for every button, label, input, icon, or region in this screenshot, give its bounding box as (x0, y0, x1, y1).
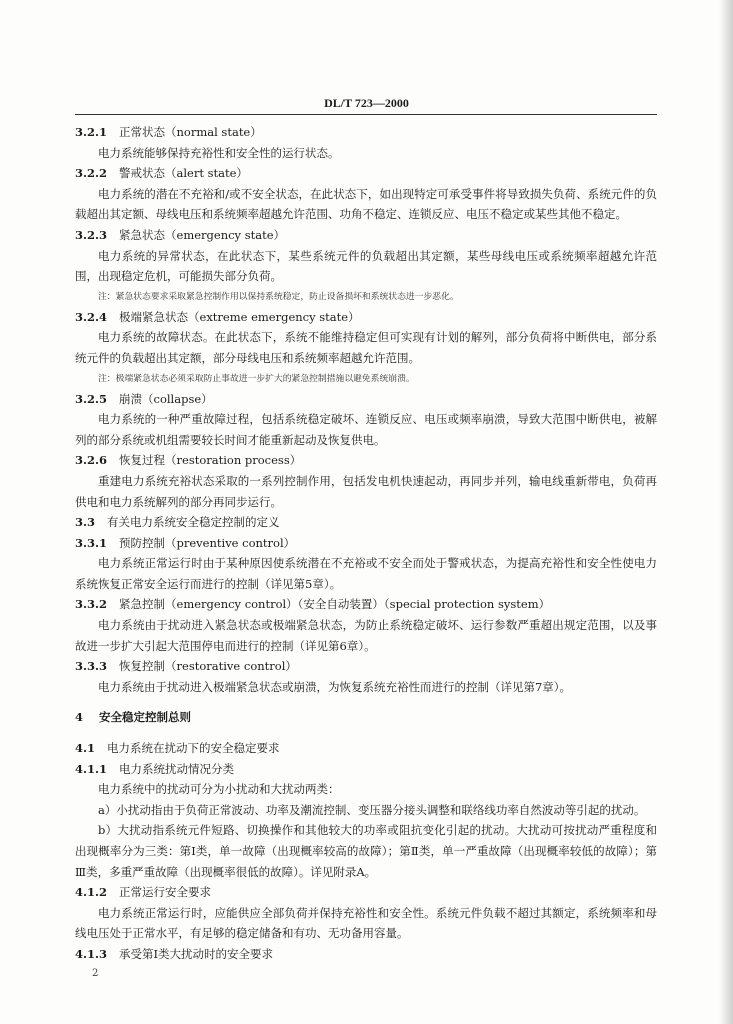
clause-number: 3.2.1 (75, 125, 108, 139)
clause-title: 电力系统在扰动下的安全稳定要求 (107, 741, 280, 756)
clause-heading (75, 225, 657, 246)
clause-heading (75, 944, 657, 965)
clause-title: 紧急状态（emergency state） (119, 227, 286, 242)
clause-number: 4.1.2 (75, 885, 108, 900)
clause-note: 注：紧急状态要求采取紧急控制作用以保持系统稳定，防止设备损坏和系统状态进一步恶化。 (98, 291, 459, 302)
section-gap (75, 697, 657, 707)
clause-paragraph: 电力系统的潜在不充裕和/或不安全状态，在此状态下，如出现特定可承受事件将导致损失负荷、系统元件的负载超出其定额、母线电压和系统频率超越允许范围、功角不稳定、连锁反应、电压不稳定或某些其他不稳定。 (75, 186, 657, 222)
clause-heading (75, 707, 657, 728)
clause-title: 电力系统扰动情况分类 (119, 761, 235, 776)
clause-title: 崩溃（collapse） (119, 391, 213, 406)
clause-number: 3.2.4 (75, 309, 108, 324)
clause-heading (75, 656, 657, 677)
clause-number: 3.2.5 (75, 391, 108, 406)
clause-note: 注：极端紧急状态必须采取防止事故进一步扩大的紧急控制措施以避免系统崩溃。 (98, 373, 415, 384)
clause-number: 3.3.1 (75, 535, 108, 550)
clause-title: 预防控制（preventive control） (119, 535, 296, 550)
clause-heading (75, 512, 657, 533)
clause-title: 极端紧急状态（extreme emergency state） (119, 309, 360, 324)
header-rule (75, 114, 657, 115)
clause-paragraph: 电力系统正常运行时由于某种原因使系统潜在不充裕或不安全而处于警戒状态，为提高充裕性和安全性使电力系统恢复正常安全运行而进行的控制（详见第5章）。 (75, 556, 657, 591)
clause-heading (75, 738, 657, 759)
clause-paragraph: 重建电力系统充裕状态采取的一系列控制作用，包括发电机快速起动，再同步并列，输电线重新带电，负荷再供电和电力系统解列的部分再同步运行。 (75, 473, 657, 509)
clause-heading (75, 533, 657, 554)
page-number: 2 (92, 968, 99, 979)
clause-number: 3.3.3 (75, 659, 108, 674)
clause-title: 恢复过程（restoration process） (119, 453, 302, 468)
page-header: DL/T 723—2000 (324, 96, 409, 110)
page-content (75, 122, 657, 965)
clause-title: 恢复控制（restorative control） (119, 659, 297, 674)
clause-heading (75, 389, 657, 410)
clause-title: 正常状态（normal state） (119, 125, 262, 139)
clause-number: 4.1 (75, 741, 96, 756)
clause-number: 3.3 (75, 515, 96, 530)
clause-number: 4.1.3 (75, 946, 108, 961)
clause-heading (75, 450, 657, 471)
clause-paragraph: 电力系统的一种严重故障过程，包括系统稳定破坏、连锁反应、电压或频率崩溃，导致大范围中断供电，被解列的部分系统或机组需要较长时间才能重新起动及恢复供电。 (75, 412, 657, 447)
clause-paragraph: 电力系统的故障状态。在此状态下，系统不能维持稳定但可实现有计划的解列，部分负荷将中断供电，部分系统元件的负载超出其定额，部分母线电压和系统频率超越允许范围。 (75, 330, 657, 365)
clause-number: 3.3.2 (75, 597, 108, 612)
clause-title: 紧急控制（emergency control）（安全自动装置）（special protection system） (119, 597, 551, 612)
clause-number: 3.2.2 (75, 166, 108, 181)
clause-heading (75, 122, 657, 143)
clause-title: 警戒状态（alert state） (119, 166, 248, 181)
clause-paragraph: 电力系统由于扰动进入极端紧急状态或崩溃，为恢复系统充裕性而进行的控制（详见第7章）。 (98, 679, 572, 694)
clause-number: 3.2.3 (75, 227, 108, 242)
clause-heading (75, 594, 657, 615)
clause-number: 3.2.6 (75, 453, 108, 468)
clause-heading (75, 882, 657, 903)
clause-title: 承受第Ⅰ类大扰动时的安全要求 (119, 946, 274, 961)
clause-paragraph: 电力系统能够保持充裕性和安全性的运行状态。 (98, 145, 340, 160)
clause-paragraph: 电力系统的异常状态，在此状态下，某些系统元件的负载超出其定额，某些母线电压或系统频率超越允许范围，出现稳定危机，可能损失部分负荷。 (75, 248, 657, 284)
clause-heading (75, 759, 657, 780)
clause-paragraph: 电力系统中的扰动可分为小扰动和大扰动两类： (98, 782, 340, 797)
clause-heading (75, 163, 657, 184)
clause-heading (75, 307, 657, 328)
clause-paragraph: b）大扰动指系统元件短路、切换操作和其他较大的功率或阻抗变化引起的扰动。大扰动可按扰动严重程度和出现概率分为三类：第Ⅰ类，单一故障（出现概率较高的故障）；第Ⅱ类，单一严重故障（出现概率较低的故障）；第Ⅲ类，多重严重故障（出现概率很低的故障）。详见附录A。 (75, 823, 657, 879)
clause-number: 4 (75, 710, 84, 725)
clause-title: 正常运行安全要求 (119, 885, 212, 900)
scan-edge-shadow (719, 0, 733, 1024)
clause-title: 有关电力系统安全稳定控制的定义 (107, 515, 280, 530)
clause-paragraph: a）小扰动指由于负荷正常波动、功率及潮流控制、变压器分接头调整和联络线功率自然波动等引起的扰动。 (98, 802, 646, 817)
clause-title: 安全稳定控制总则 (99, 710, 192, 725)
section-gap (75, 728, 657, 738)
clause-paragraph: 电力系统正常运行时，应能供应全部负荷并保持充裕性和安全性。系统元件负载不超过其额定，系统频率和母线电压处于正常水平，有足够的稳定储备和有功、无功备用容量。 (75, 905, 657, 941)
clause-paragraph: 电力系统由于扰动进入紧急状态或极端紧急状态，为防止系统稳定破坏、运行参数严重超出规定范围，以及事故进一步扩大引起大范围停电而进行的控制（详见第6章）。 (75, 618, 657, 653)
clause-number: 4.1.1 (75, 761, 108, 776)
